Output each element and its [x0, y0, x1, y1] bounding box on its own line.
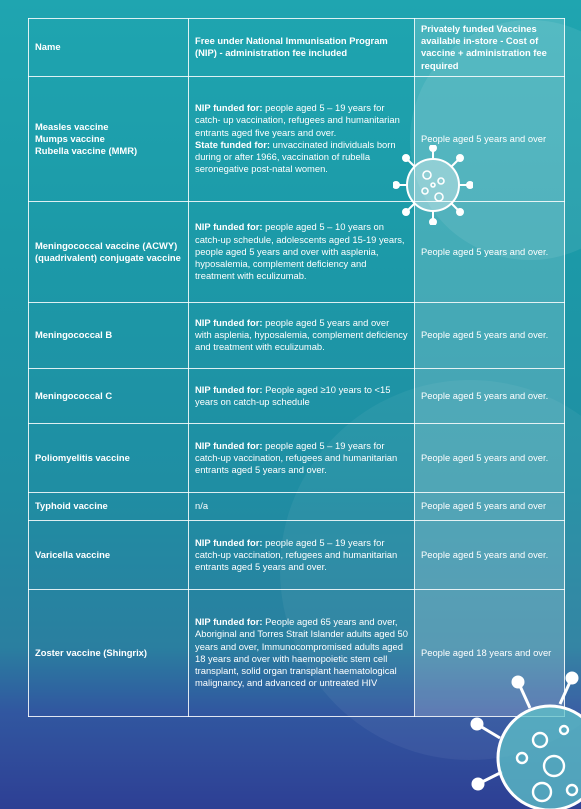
table-header-row [29, 19, 565, 77]
private-eligibility: People aged 5 years and over. [415, 302, 565, 368]
table-row [29, 76, 565, 201]
nip-text: people aged 5 – 19 years for catch-up vaccination, refugees and humanitarian entrants aged 5 years and over. [195, 536, 398, 572]
state-label: State funded for: [195, 138, 270, 150]
table-row [29, 492, 565, 520]
vaccine-name-line: Rubella vaccine (MMR) [35, 144, 138, 156]
nip-eligibility [189, 589, 415, 716]
private-eligibility: People aged 18 years and over [415, 589, 565, 716]
nip-text: people aged 5 – 19 years for catch-up vaccination, refugees and humanitarian entrants aged 5 years and over. [195, 439, 398, 475]
table-row [29, 520, 565, 589]
nip-text: people aged 5 – 19 years for catch- up vaccination, refugees and humanitarian entrants aged five years and over. [195, 102, 400, 138]
private-eligibility: People aged 5 years and over. [415, 201, 565, 302]
virus-icon [470, 668, 581, 809]
vaccine-table-wrapper [28, 18, 564, 717]
vaccine-name: Meningococcal vaccine (ACWY) (quadrivalent) conjugate vaccine [29, 201, 189, 302]
nip-label: NIP funded for: [195, 221, 263, 233]
nip-text: People aged 65 years and over, Aboriginal and Torres Strait Islander adults aged 50 years and over, Immunocompromised adults aged 18 years and over with haemopoietic stem cell transplant, solid organ transplant haematological malignancy, and advanced or untreated HIV [195, 616, 408, 689]
vaccine-name: Meningococcal B [29, 302, 189, 368]
vaccine-name: Poliomyelitis vaccine [29, 423, 189, 492]
header-name: Name [29, 19, 189, 77]
table-row [29, 368, 565, 423]
nip-label: NIP funded for: [195, 102, 263, 114]
nip-eligibility [189, 368, 415, 423]
table-row [29, 423, 565, 492]
private-eligibility: People aged 5 years and over. [415, 423, 565, 492]
nip-eligibility: n/a [189, 492, 415, 520]
private-eligibility: People aged 5 years and over [415, 492, 565, 520]
nip-label: NIP funded for: [195, 383, 263, 395]
nip-eligibility [189, 520, 415, 589]
nip-text: People aged ≥10 years to <15 years on catch-up schedule [195, 383, 391, 407]
nip-label: NIP funded for: [195, 317, 263, 328]
vaccine-name: Meningococcal C [29, 368, 189, 423]
private-eligibility: People aged 5 years and over. [415, 368, 565, 423]
nip-eligibility [189, 76, 415, 201]
nip-label: NIP funded for: [195, 616, 263, 628]
header-private: Privately funded Vaccines available in-store - Cost of vaccine + administration fee required [415, 19, 565, 77]
header-nip: Free under National Immunisation Program (NIP) - administration fee included [189, 19, 415, 77]
nip-text: people aged 5 years and over with asplenia, hyposalemia, complement deficiency and treatment with eculizumab. [195, 317, 408, 353]
nip-text: people aged 5 – 10 years on catch-up schedule, adolescents aged 15-19 years, people aged 5 years and over with asplenia, hyposalemia, complement deficiency and treatment with eculizumab. [195, 221, 405, 282]
vaccine-name: Varicella vaccine [29, 520, 189, 589]
nip-label: NIP funded for: [195, 536, 263, 548]
vaccine-name [29, 76, 189, 201]
vaccine-name-line: Mumps vaccine [35, 132, 105, 144]
nip-eligibility [189, 201, 415, 302]
nip-label: NIP funded for: [195, 439, 263, 451]
private-eligibility: People aged 5 years and over [415, 76, 565, 201]
vaccine-name-line: Measles vaccine [35, 120, 109, 132]
vaccine-name: Typhoid vaccine [29, 492, 189, 520]
table-row [29, 201, 565, 302]
state-text: unvaccinated individuals born during or after 1966, vaccination of rubella seronegative post-natal women. [195, 138, 396, 175]
nip-eligibility [189, 423, 415, 492]
nip-eligibility [189, 302, 415, 368]
table-row [29, 302, 565, 368]
vaccine-name: Zoster vaccine (Shingrix) [29, 589, 189, 716]
private-eligibility: People aged 5 years and over. [415, 520, 565, 589]
vaccine-table [28, 18, 565, 717]
virus-icon [393, 145, 473, 225]
